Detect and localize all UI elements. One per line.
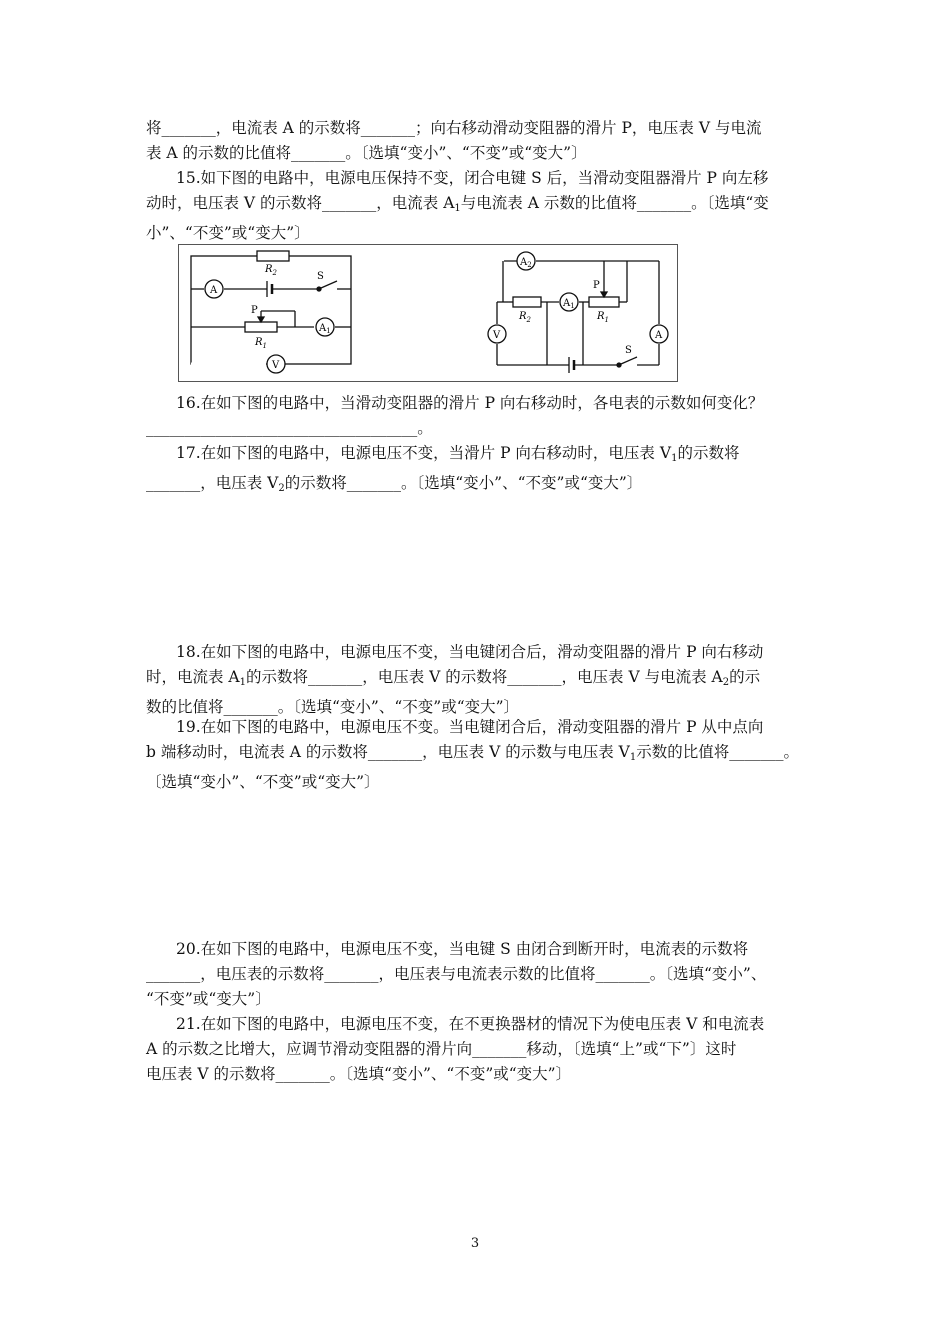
q18-line-2: 时，电流表 $A_1$的示数将_______，电压表 V 的示数将_______，电压表 V 与电流表 $A_2$的示 <box>146 668 761 688</box>
q21-line-2: A 的示数之比增大，应调节滑动变阻器的滑片向_______移动，〔选填“上”或“下”〕这时 <box>146 1040 737 1058</box>
q20-line-3: “不变”或“变大”〕 <box>146 990 271 1008</box>
right-r2-resistor <box>513 297 541 307</box>
right-r1-label: $R_1$ <box>597 311 609 324</box>
question-20 <box>146 937 810 1012</box>
left-slider-label: P <box>251 305 258 316</box>
right-switch-label: S <box>625 345 632 356</box>
left-ammeter-a-label: A <box>210 285 218 296</box>
q20-line-1: 20.在如下图的电路中，电源电压不变，当电键 S 由闭合到断开时，电流表的示数将 <box>176 940 749 958</box>
question-18 <box>146 640 810 720</box>
right-r1-rheostat <box>589 297 619 307</box>
q15-line-2: 动时，电压表 V 的示数将_______，电流表 $A_1$与电流表 A 示数的比值将_______。〔选填“变 <box>146 194 769 214</box>
right-r2-label: $R_2$ <box>519 311 531 324</box>
right-slider-label: P <box>593 280 600 291</box>
q19-line-3: 〔选填“变小”、“不变”或“变大”〕 <box>146 773 380 791</box>
q15-line-1: 15.如下图的电路中，电源电压保持不变，闭合电键 S 后，当滑动变阻器滑片 P 向左移 <box>176 169 769 187</box>
q17-line-2: _______，电压表 $V_2$的示数将_______。〔选填“变小”、“不变”或“变大”〕 <box>146 474 643 494</box>
left-r1-label: $R_1$ <box>255 337 267 350</box>
page-number: 3 <box>470 1236 480 1251</box>
q18-line-1: 18.在如下图的电路中，电源电压不变，当电键闭合后，滑动变阻器的滑片 P 向右移动 <box>176 643 764 661</box>
question-16 <box>146 391 810 441</box>
left-r2-label: $R_2$ <box>265 264 277 277</box>
question-19 <box>146 715 810 795</box>
question-21 <box>146 1012 810 1087</box>
right-ammeter-a1-label: $A_1$ <box>563 298 575 310</box>
q20-line-2: _______，电压表的示数将_______，电压表与电流表示数的比值将_______。〔选填“变小”、 <box>146 965 767 983</box>
q16-line-1: 16.在如下图的电路中，当滑动变阻器的滑片 P 向右移动时，各电表的示数如何变化？ <box>176 394 764 412</box>
question-17 <box>146 441 810 501</box>
question-15 <box>146 166 810 246</box>
q14-line-2: 表 A 的示数的比值将_______。〔选填“变小”、“不变”或“变大”〕 <box>146 144 587 162</box>
right-ammeter-a2-label: $A_2$ <box>520 257 532 269</box>
q14-line-1: 将_______，电流表 A 的示数将_______；向右移动滑动变阻器的滑片 P，电压表 V 与电流 <box>146 119 762 137</box>
q16-line-2: ___________________________________。 <box>146 419 433 437</box>
left-voltmeter-label: V <box>272 360 280 371</box>
circuit-diagrams <box>179 245 679 383</box>
right-voltmeter-label: V <box>493 330 501 341</box>
right-ammeter-a-label: A <box>655 330 663 341</box>
left-ammeter-a1-label: $A_1$ <box>319 323 331 335</box>
left-switch-label: S <box>317 271 324 282</box>
q15-line-3: 小”、“不变”或“变大”〕 <box>146 224 310 242</box>
q18-line-3: 数的比值将_______。〔选填“变小”、“不变”或“变大”〕 <box>146 698 520 716</box>
q19-line-2: b 端移动时，电流表 A 的示数将_______，电压表 V 的示数与电压表 $V_1$示数的比值将_______。 <box>146 743 799 763</box>
q21-line-1: 21.在如下图的电路中，电源电压不变，在不更换器材的情况下为使电压表 V 和电流表 <box>176 1015 765 1033</box>
q19-line-1: 19.在如下图的电路中，电源电压不变。当电键闭合后，滑动变阻器的滑片 P 从中点向 <box>176 718 764 736</box>
left-r1-rheostat <box>245 322 277 332</box>
question-14-tail <box>146 116 810 166</box>
q21-line-3: 电压表 V 的示数将_______。〔选填“变小”、“不变”或“变大”〕 <box>146 1065 572 1083</box>
circuit-figure <box>178 244 678 382</box>
q17-line-1: 17.在如下图的电路中，电源电压不变，当滑片 P 向右移动时，电压表 $V_1$的示数将 <box>176 444 740 464</box>
left-r2-resistor <box>257 251 289 261</box>
